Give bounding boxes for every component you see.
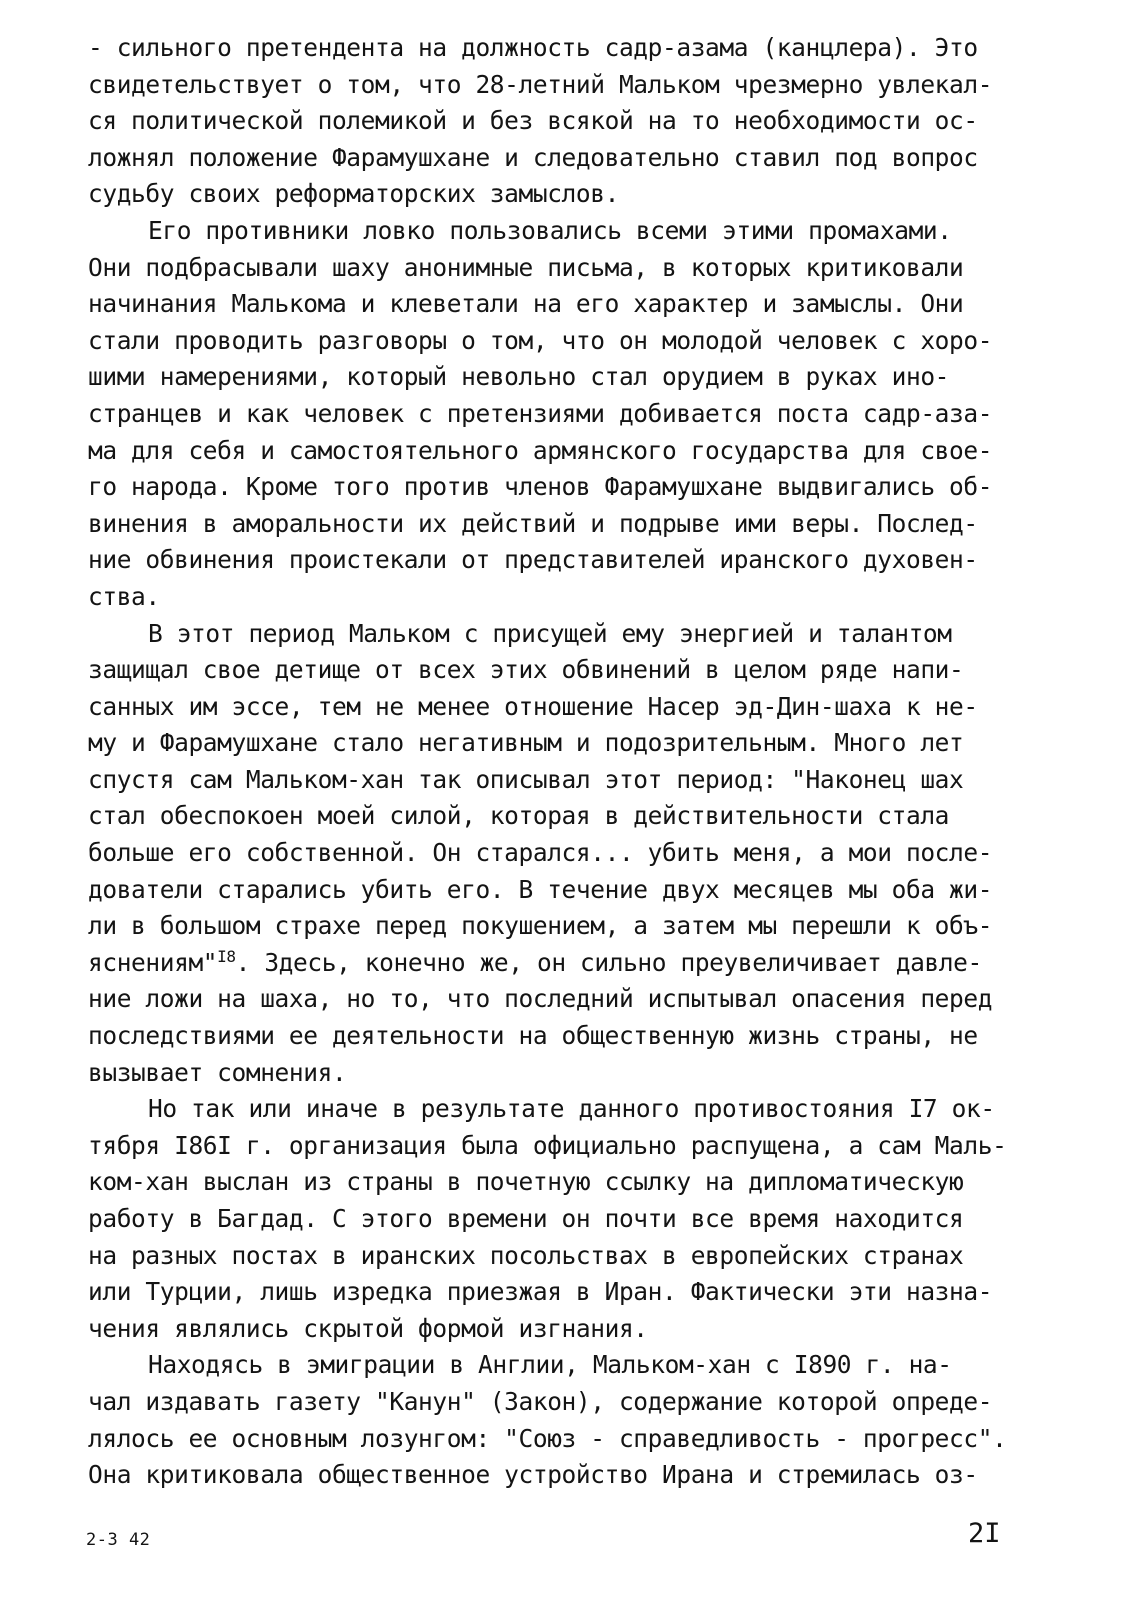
text-line	[88, 1055, 1048, 1092]
text-line	[88, 798, 1048, 835]
text-line	[88, 1384, 1048, 1421]
text-line-content: ком-хан выслан из страны в почетную ссылку на дипломатическую	[88, 1167, 964, 1197]
text-line	[88, 433, 1048, 470]
text-line	[88, 652, 1048, 689]
text-line-content: работу в Багдад. С этого времени он почти все время находится	[88, 1204, 964, 1233]
text-line	[88, 67, 1048, 104]
text-line-content: - сильного претендента на должность садр-азама (канцлера). Это	[88, 33, 978, 62]
text-line	[88, 140, 1048, 177]
text-line	[88, 616, 1048, 653]
text-line	[88, 1018, 1048, 1055]
body-text	[88, 30, 1048, 1494]
text-line	[88, 213, 1048, 250]
text-line-content: защищал свое детище от всех этих обвинений в целом ряде напи-	[88, 655, 964, 685]
text-line	[88, 359, 1048, 396]
text-line-content: вызывает сомнения.	[88, 1057, 347, 1087]
text-line-content: ли в большом страхе перед покушением, а затем мы перешли к объ-	[88, 911, 993, 941]
text-line	[88, 1128, 1048, 1165]
text-line-continuation: . Здесь, конечно же, он сильно преувеличивает давле-	[235, 947, 982, 977]
text-line-content: яснениям"	[88, 947, 218, 977]
text-line-content: дователи старались убить его. В течение двух месяцев мы оба жи-	[88, 874, 993, 904]
text-line	[88, 323, 1048, 360]
text-line-content: ма для себя и самостоятельного армянского государства для свое-	[88, 435, 993, 465]
footnote-reference: I8	[217, 946, 236, 966]
text-line	[88, 872, 1048, 909]
text-line	[88, 1347, 1048, 1384]
text-line-content: стал обеспокоен моей силой, которая в действительности стала	[88, 801, 950, 831]
text-line-content: го народа. Кроме того против членов Фарамушхане выдвигались об-	[88, 472, 993, 502]
text-line-content: Находясь в эмиграции в Англии, Мальком-хан с I890 г. на-	[148, 1350, 952, 1380]
text-line	[88, 1091, 1048, 1128]
text-line	[88, 506, 1048, 543]
text-line-content: шими намерениями, который невольно стал орудием в руках ино-	[88, 362, 950, 392]
text-line-content: винения в аморальности их действий и подрыве ими веры. Послед-	[88, 508, 978, 538]
text-line	[88, 542, 1048, 579]
text-line	[88, 981, 1048, 1018]
text-line-content: больше его собственной. Он старался... убить меня, а мои после-	[88, 838, 993, 868]
text-line-content: тября I86I г. организация была официально распущена, а сам Маль-	[88, 1130, 1007, 1160]
text-line-content: чения являлись скрытой формой изгнания.	[88, 1313, 648, 1343]
text-line-content: ства.	[88, 581, 160, 611]
text-line	[88, 250, 1048, 287]
text-line	[88, 835, 1048, 872]
text-line-content: Его противники ловко пользовались всеми этими промахами.	[148, 215, 952, 245]
text-line	[88, 762, 1048, 799]
text-line	[88, 103, 1048, 140]
text-line-content: судьбу своих реформаторских замыслов.	[88, 179, 619, 209]
text-line	[88, 396, 1048, 433]
text-line	[88, 30, 1048, 67]
text-line-content: стали проводить разговоры о том, что он молодой человек с хоро-	[88, 325, 993, 355]
text-line	[88, 689, 1048, 726]
text-line	[88, 176, 1048, 213]
text-line-content: спустя сам Мальком-хан так описывал этот период: "Наконец шах	[88, 764, 964, 794]
text-line	[88, 945, 1048, 982]
text-line-content: Она критиковала общественное устройство Ирана и стремилась оз-	[88, 1460, 978, 1490]
text-line-content: Они подбрасывали шаху анонимные письма, в которых критиковали	[88, 252, 964, 282]
text-line-content: санных им эссе, тем не менее отношение Насер эд-Дин-шаха к не-	[88, 691, 978, 721]
printer-signature-mark: 2-3 42	[86, 1530, 151, 1550]
text-line	[88, 725, 1048, 762]
text-line-content: ложнял положение Фарамушхане и следовательно ставил под вопрос	[88, 142, 978, 172]
text-line-content: странцев и как человек с претензиями добивается поста садр-аза-	[88, 398, 993, 428]
text-line	[88, 286, 1048, 323]
text-line-content: ся политической полемикой и без всякой на то необходимости ос-	[88, 106, 978, 136]
page-number: 2I	[968, 1518, 1001, 1549]
text-line-content: В этот период Мальком с присущей ему энергией и талантом	[148, 618, 952, 648]
text-line	[88, 1201, 1048, 1238]
text-line-content: му и Фарамушхане стало негативным и подозрительным. Много лет	[88, 728, 964, 758]
text-line	[88, 469, 1048, 506]
text-line	[88, 1311, 1048, 1348]
text-line	[88, 1238, 1048, 1275]
text-line	[88, 579, 1048, 616]
text-line-content: на разных постах в иранских посольствах в европейских странах	[88, 1240, 964, 1270]
text-line	[88, 1421, 1048, 1458]
text-line-content: лялось ее основным лозунгом: "Союз - справедливость - прогресс".	[88, 1423, 1007, 1453]
text-line-content: последствиями ее деятельности на общественную жизнь страны, не	[88, 1021, 978, 1051]
text-line-content: Но так или иначе в результате данного противостояния I7 ок-	[148, 1094, 995, 1124]
text-line	[88, 908, 1048, 945]
text-line	[88, 1164, 1048, 1201]
text-line-content: ние ложи на шаха, но то, что последний испытывал опасения перед	[88, 984, 993, 1014]
text-line-content: или Турции, лишь изредка приезжая в Иран. Фактически эти назна-	[88, 1277, 993, 1307]
text-line-content: свидетельствует о том, что 28-летний Мальком чрезмерно увлекал-	[88, 69, 993, 99]
text-line	[88, 1457, 1048, 1494]
text-line-content: ние обвинения проистекали от представителей иранского духовен-	[88, 545, 978, 575]
text-line-content: чал издавать газету "Канун" (Закон), содержание которой опреде-	[88, 1386, 993, 1416]
text-line-content: начинания Малькома и клеветали на его характер и замыслы. Они	[88, 289, 964, 319]
text-line	[88, 1274, 1048, 1311]
